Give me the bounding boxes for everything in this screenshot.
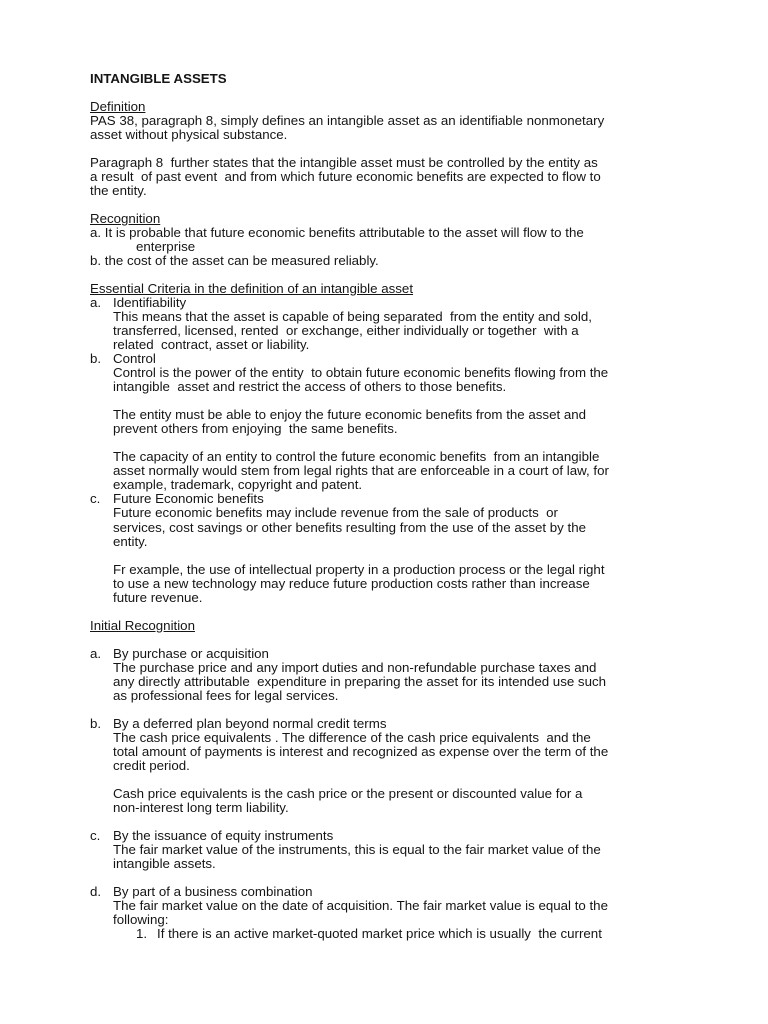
spacer: [90, 142, 730, 156]
recognition-item-label: By purchase or acquisition: [113, 645, 269, 661]
recognition-item-deferred-plan: [90, 717, 730, 815]
spacer: [90, 773, 730, 787]
paragraph-line: asset normally would stem from legal rights that are enforceable in a court of law, for: [113, 463, 609, 479]
recognition-section: [90, 212, 730, 268]
paragraph-line: prevent others from enjoying the same benefits.: [113, 421, 398, 437]
paragraph-line: The entity must be able to enjoy the future economic benefits from the asset and: [113, 407, 587, 423]
spacer: [90, 871, 730, 885]
list-marker: c.: [90, 827, 101, 843]
definition-heading: Definition: [90, 99, 146, 115]
paragraph-line: intangible assets.: [113, 855, 216, 871]
paragraph-line: credit period.: [113, 757, 190, 773]
recognition-heading: Recognition: [90, 211, 161, 227]
paragraph-line: Paragraph 8 further states that the intangible asset must be controlled by the entity as: [90, 155, 598, 171]
paragraph-line: total amount of payments is interest and recognized as expense over the term of the: [113, 743, 609, 759]
paragraph-line: Cash price equivalents is the cash price or the present or discounted value for a: [113, 785, 583, 801]
recognition-line: enterprise: [136, 239, 196, 255]
list-marker: d.: [90, 883, 102, 899]
paragraph-line: entity.: [113, 533, 148, 549]
document-title: INTANGIBLE ASSETS: [90, 71, 227, 86]
list-marker: c.: [90, 491, 101, 507]
paragraph-line: services, cost savings or other benefits resulting from the use of the asset by the: [113, 519, 587, 535]
spacer: [90, 394, 730, 408]
paragraph-line: the entity.: [90, 183, 147, 199]
initial-recognition-section: [90, 619, 730, 941]
paragraph-line: following:: [113, 911, 169, 927]
paragraph-line: The fair market value of the instruments, this is equal to the fair market value of the: [113, 841, 601, 857]
sub-list-text: If there is an active market-quoted market price which is usually the current: [157, 925, 602, 941]
recognition-line: b. the cost of the asset can be measured reliably.: [90, 253, 379, 269]
paragraph-line: intangible asset and restrict the access of others to those benefits.: [113, 379, 507, 395]
paragraph-line: Fr example, the use of intellectual property in a production process or the legal right: [113, 561, 605, 577]
paragraph-line: future revenue.: [113, 589, 203, 605]
paragraph-line: The capacity of an entity to control the future economic benefits from an intangible: [113, 449, 600, 465]
spacer: [90, 815, 730, 829]
paragraph-line: non-interest long term liability.: [113, 799, 289, 815]
spacer: [90, 268, 730, 282]
criteria-label: Identifiability: [113, 295, 187, 311]
list-marker: a.: [90, 295, 102, 311]
list-marker: b.: [90, 351, 102, 367]
paragraph-line: transferred, licensed, rented or exchange, either individually or together with a: [113, 323, 579, 339]
criteria-item-future-economic-benefits: [90, 492, 730, 604]
paragraph-line: The cash price equivalents . The difference of the cash price equivalents and the: [113, 729, 591, 745]
initial-recognition-heading: Initial Recognition: [90, 617, 195, 633]
paragraph-line: as professional fees for legal services.: [113, 687, 339, 703]
paragraph-line: related contract, asset or liability.: [113, 337, 310, 353]
recognition-item-equity-instruments: [90, 829, 730, 871]
definition-section: [90, 100, 730, 198]
recognition-item-label: By part of a business combination: [113, 883, 313, 899]
document-body: [90, 72, 730, 941]
criteria-label: Control: [113, 351, 156, 367]
essential-criteria-heading: Essential Criteria in the definition of an intangible asset: [90, 281, 414, 297]
spacer: [90, 605, 730, 619]
criteria-item-control: [90, 352, 730, 492]
recognition-line: a. It is probable that future economic benefits attributable to the asset will flow to the: [90, 225, 584, 241]
list-marker: b.: [90, 715, 102, 731]
paragraph-line: PAS 38, paragraph 8, simply defines an intangible asset as an identifiable nonmonetary: [90, 113, 605, 129]
paragraph-line: example, trademark, copyright and patent.: [113, 477, 363, 493]
spacer: [90, 633, 730, 647]
paragraph-line: The fair market value on the date of acquisition. The fair market value is equal to the: [113, 897, 608, 913]
sub-list-marker: 1.: [136, 925, 148, 941]
paragraph-line: to use a new technology may reduce future production costs rather than increase: [113, 575, 590, 591]
paragraph-line: This means that the asset is capable of being separated from the entity and sold,: [113, 309, 592, 325]
spacer: [90, 198, 730, 212]
sub-list-item: [90, 927, 730, 941]
paragraph-line: Control is the power of the entity to obtain future economic benefits flowing from the: [113, 365, 609, 381]
criteria-item-identifiability: [90, 296, 730, 352]
recognition-item-label: By a deferred plan beyond normal credit terms: [113, 715, 387, 731]
essential-criteria-section: [90, 282, 730, 604]
spacer: [90, 549, 730, 563]
paragraph-line: Future economic benefits may include revenue from the sale of products or: [113, 505, 558, 521]
spacer: [90, 86, 730, 100]
recognition-item-label: By the issuance of equity instruments: [113, 827, 334, 843]
paragraph-line: The purchase price and any import duties and non-refundable purchase taxes and: [113, 659, 597, 675]
criteria-label: Future Economic benefits: [113, 491, 264, 507]
spacer: [90, 703, 730, 717]
recognition-item-purchase: [90, 647, 730, 703]
spacer: [90, 436, 730, 450]
paragraph-line: asset without physical substance.: [90, 127, 288, 143]
list-marker: a.: [90, 645, 102, 661]
paragraph-line: any directly attributable expenditure in preparing the asset for its intended use such: [113, 673, 607, 689]
paragraph-line: a result of past event and from which future economic benefits are expected to flow to: [90, 169, 601, 185]
recognition-item-business-combination: [90, 885, 730, 941]
